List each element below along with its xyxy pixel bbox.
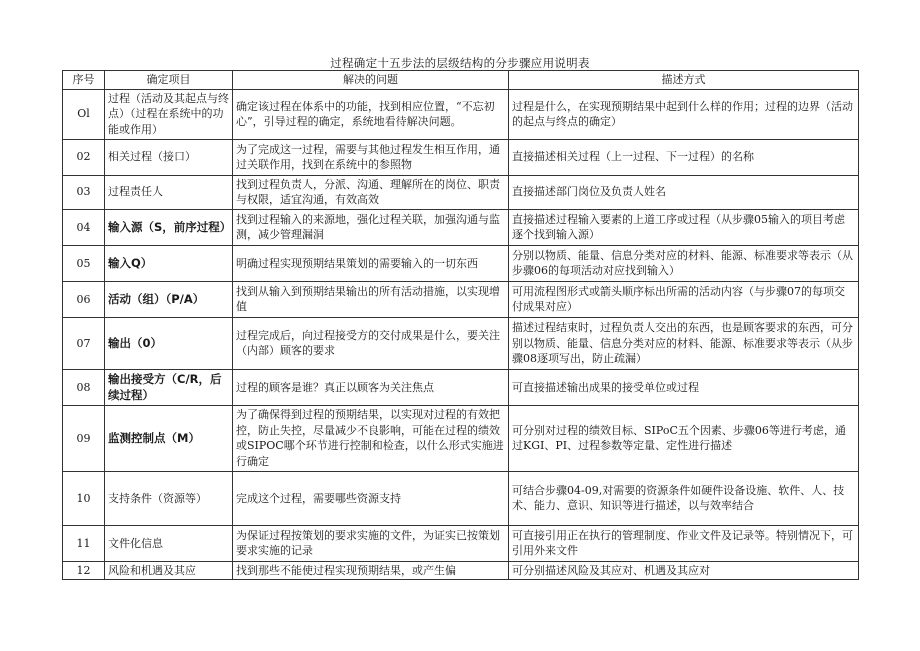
- row-item: 活动（组）（P/A）: [105, 281, 233, 317]
- row-no: 02: [63, 139, 105, 175]
- row-problem: 为了完成这一过程，需要与其他过程发生相互作用，通过关联作用，找到在系统中的参照物: [233, 139, 509, 175]
- row-problem: 为保证过程按策划的要求实施的文件，为证实已按策划要求实施的记录: [233, 525, 509, 561]
- row-description: 可结合步骤04-09,对需要的资源条件如硬件设备设施、软件、人、技术、能力、意识、知识等进行描述，以与效率结合: [509, 471, 859, 525]
- row-no: 12: [63, 561, 105, 580]
- row-problem: 明确过程实现预期结果策划的需要输入的一切东西: [233, 245, 509, 281]
- table-row: [63, 317, 859, 369]
- row-description: 直接描述相关过程（上一过程、下一过程）的名称: [509, 139, 859, 175]
- steps-table: [62, 70, 859, 580]
- row-problem: 确定该过程在体系中的功能，找到相应位置，“不忘初心”，引导过程的确定，系统地看待解决问题。: [233, 89, 509, 139]
- row-item: 输入源（S，前序过程）: [105, 209, 233, 245]
- row-problem: 找到过程输入的来源地，强化过程关联，加强沟通与监测，减少管理漏洞: [233, 209, 509, 245]
- row-no: 07: [63, 317, 105, 369]
- row-description: 可分别对过程的绩效目标、SIPoC五个因素、步骤06等进行考虑，通过KGI、PI、过程参数等定量、定性进行描述: [509, 405, 859, 471]
- row-problem: 找到从输入到预期结果输出的所有活动措施，以实现增值: [233, 281, 509, 317]
- row-description: 直接描述过程输入要素的上道工序或过程（从步骤05输入的项目考虑逐个找到输入源）: [509, 209, 859, 245]
- row-problem: 完成这个过程，需要哪些资源支持: [233, 471, 509, 525]
- table-row: [63, 245, 859, 281]
- row-description: 可直接引用正在执行的管理制度、作业文件及记录等。特别情况下，可引用外来文件: [509, 525, 859, 561]
- row-item: 输出（0）: [105, 317, 233, 369]
- table-header-row: [63, 71, 859, 90]
- row-description: 直接描述部门岗位及负责人姓名: [509, 175, 859, 209]
- table-row: [63, 405, 859, 471]
- row-item: 过程责任人: [105, 175, 233, 209]
- table-row: [63, 139, 859, 175]
- header-description: 描述方式: [509, 71, 859, 90]
- row-no: 11: [63, 525, 105, 561]
- row-item: 输出接受方（C/R，后续过程）: [105, 369, 233, 405]
- table-row: [63, 281, 859, 317]
- row-problem: 过程的顾客是谁？真正以顾客为关注焦点: [233, 369, 509, 405]
- row-problem: 找到那些不能使过程实现预期结果，或产生偏: [233, 561, 509, 580]
- row-no: 09: [63, 405, 105, 471]
- row-item: 监测控制点（M）: [105, 405, 233, 471]
- table-row: [63, 561, 859, 580]
- row-description: 可直接描述输出成果的接受单位或过程: [509, 369, 859, 405]
- header-problem: 解决的问题: [233, 71, 509, 90]
- table-row: [63, 525, 859, 561]
- row-item: 输入Q）: [105, 245, 233, 281]
- row-item: 文件化信息: [105, 525, 233, 561]
- row-description: 可分别描述风险及其应对、机遇及其应对: [509, 561, 859, 580]
- table-row: [63, 369, 859, 405]
- row-description: 分别以物质、能量、信息分类对应的材料、能源、标准要求等表示（从步骤06的每项活动对应找到输入）: [509, 245, 859, 281]
- row-no: Ol: [63, 89, 105, 139]
- row-item: 过程（活动及其起点与终点）（过程在系统中的功能或作用）: [105, 89, 233, 139]
- row-item: 相关过程（接口）: [105, 139, 233, 175]
- row-no: 06: [63, 281, 105, 317]
- row-no: 10: [63, 471, 105, 525]
- table-row: [63, 89, 859, 139]
- table-row: [63, 175, 859, 209]
- row-no: 04: [63, 209, 105, 245]
- row-description: 可用流程图形式或箭头顺序标出所需的活动内容（与步骤07的每项交付成果对应）: [509, 281, 859, 317]
- table-row: [63, 209, 859, 245]
- row-item: 支持条件（资源等）: [105, 471, 233, 525]
- row-no: 03: [63, 175, 105, 209]
- header-no: 序号: [63, 71, 105, 90]
- document-title: 过程确定十五步法的层级结构的分步骤应用说明表: [330, 56, 590, 70]
- row-description: 过程是什么，在实现预期结果中起到什么样的作用；过程的边界（活动的起点与终点的确定）: [509, 89, 859, 139]
- table-row: [63, 471, 859, 525]
- row-description: 描述过程结束时，过程负责人交出的东西，也是顾客要求的东西，可分别以物质、能量、信息分类对应的材料、能源、标准要求等表示（从步骤08逐项写出，防止疏漏）: [509, 317, 859, 369]
- row-no: 05: [63, 245, 105, 281]
- row-problem: 过程完成后，向过程接受方的交付成果是什么，要关注（内部）顾客的要求: [233, 317, 509, 369]
- row-item: 风险和机遇及其应: [105, 561, 233, 580]
- row-no: 08: [63, 369, 105, 405]
- row-problem: 为了确保得到过程的预期结果，以实现对过程的有效把控，防止失控，尽量减少不良影响，可能在过程的绩效或SIPOC哪个环节进行控制和检查，以什么形式实施进行确定: [233, 405, 509, 471]
- header-item: 确定项目: [105, 71, 233, 90]
- row-problem: 找到过程负责人，分派、沟通、理解所在的岗位、职责与权限，适宜沟通，有效高效: [233, 175, 509, 209]
